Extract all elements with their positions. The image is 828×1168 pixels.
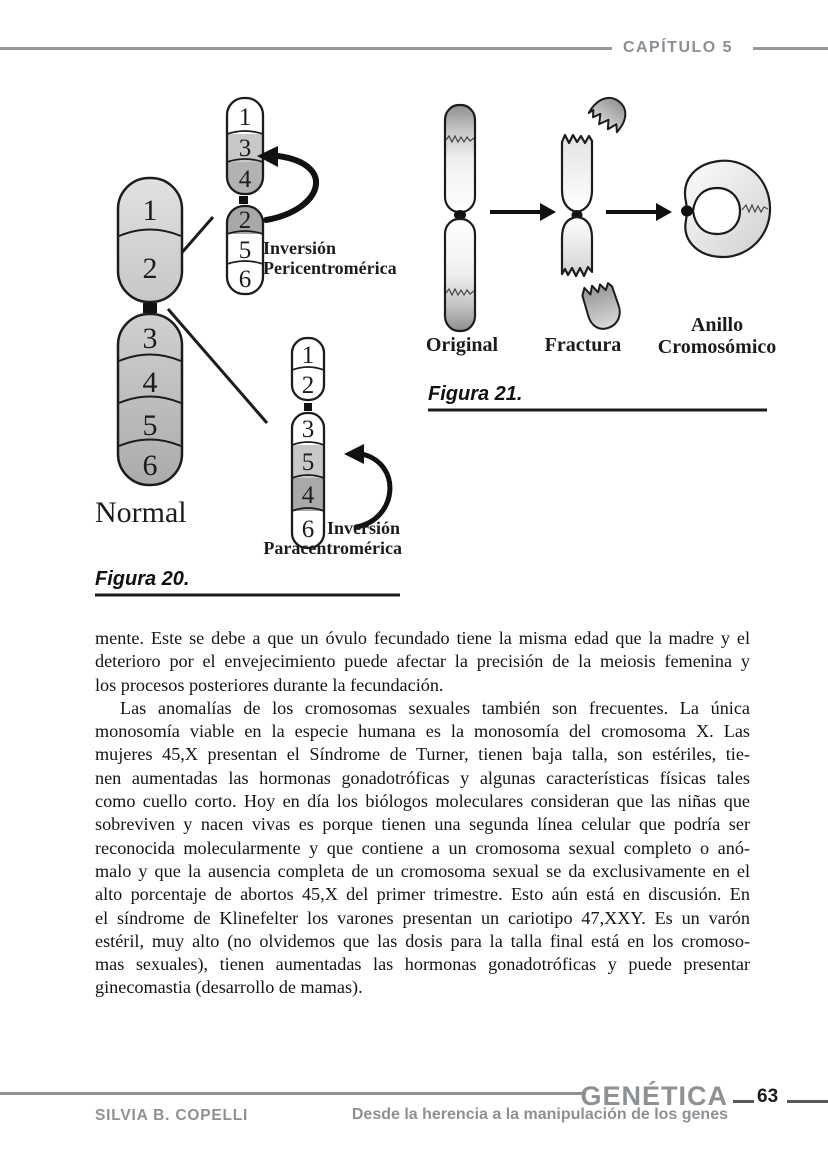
text-line: ginecomastia (desarrollo de mamas). bbox=[95, 977, 363, 998]
text-line: como cuello corto. Hoy en día los biólogos moleculares consideran que las niñas que bbox=[95, 791, 750, 812]
figure-21-caption: Figura 21. bbox=[428, 383, 523, 405]
arrowhead-icon bbox=[344, 444, 364, 464]
text-line: estéril, muy alto (no olvidemos que las dosis para la talla final está en los cromoso- bbox=[95, 930, 750, 951]
broken-fragment-bottom bbox=[581, 280, 624, 332]
band-label: 3 bbox=[301, 416, 315, 443]
text-line: alto porcentaje de abortos 45,X del primer trimestre. Esto aún está en discusión. En bbox=[95, 884, 750, 905]
body-text bbox=[95, 627, 750, 1000]
band-label: 6 bbox=[238, 266, 252, 293]
centromere bbox=[239, 196, 248, 204]
page-number: 63 bbox=[757, 1086, 779, 1107]
fractura-label: Fractura bbox=[544, 334, 622, 356]
paragraph bbox=[95, 627, 750, 697]
band-label: 6 bbox=[142, 449, 158, 482]
text-line: sobreviven y nacen vivas es porque tienen una segunda línea celular que podría ser bbox=[95, 814, 750, 835]
text-line: mente. Este se debe a que un óvulo fecundado tiene la misma edad que la madre y el bbox=[95, 628, 750, 648]
band-label: 5 bbox=[238, 237, 252, 264]
header-rule-left bbox=[0, 47, 612, 50]
figure-21-ring-chromosome bbox=[420, 88, 810, 418]
text-line: mujeres 45,X presentan el Síndrome de Turner, tienen baja talla, son estériles, tie- bbox=[95, 744, 750, 765]
band-label: 2 bbox=[238, 207, 252, 234]
band-label: 5 bbox=[301, 449, 315, 476]
text-line: reconocida molecularmente y que contiene a un cromosoma sexual completo o anó- bbox=[95, 837, 750, 858]
figure-20-caption: Figura 20. bbox=[95, 568, 190, 590]
text-line: malo y que la ausencia completa de un cromosoma sexual se da exclusivamente en el bbox=[95, 860, 750, 881]
band-label: 3 bbox=[238, 135, 252, 162]
original-chromosome bbox=[445, 105, 475, 331]
text-line: el síndrome de Klinefelter los varones presentan un cariotipo 47,XXY. Es un varón bbox=[95, 907, 750, 928]
page-number-dash-left bbox=[733, 1100, 754, 1103]
text-line: los procesos posteriores durante la fecundación. bbox=[95, 674, 444, 695]
pericentric-label-line2: Pericentromérica bbox=[263, 258, 397, 278]
anillo-label-line1: Anillo bbox=[690, 314, 744, 336]
band-label: 6 bbox=[301, 516, 315, 543]
text-line: monosomía viable en la especie humana es la monosomía del cromosoma X. Las bbox=[95, 721, 750, 742]
author-name: SILVIA B. COPELLI bbox=[95, 1107, 249, 1124]
broken-fragment-top bbox=[587, 91, 633, 136]
band-label: 3 bbox=[142, 322, 158, 355]
band-label: 2 bbox=[142, 252, 158, 285]
paragraph bbox=[95, 697, 750, 1000]
arrowhead-icon bbox=[540, 203, 556, 221]
arrowhead-icon bbox=[656, 203, 672, 221]
paracentric-chromosome bbox=[263, 338, 402, 558]
pericentric-label-line1: Inversión bbox=[263, 238, 337, 258]
normal-chromosome bbox=[95, 178, 187, 529]
inversion-arrow-icon bbox=[356, 454, 390, 527]
figure-20-inversions bbox=[85, 90, 415, 605]
inversion-arrow-icon bbox=[266, 156, 316, 220]
ring-chromosome bbox=[681, 161, 770, 257]
band-label: 1 bbox=[238, 104, 252, 131]
band-label: 5 bbox=[142, 409, 158, 442]
band-label: 2 bbox=[301, 372, 315, 399]
text-line: mas sexuales), tienen aumentadas las hormonas gonadotróficas y puede presentar bbox=[95, 954, 750, 975]
centromere bbox=[681, 206, 693, 217]
header-rule-right bbox=[753, 47, 828, 50]
centromere bbox=[143, 303, 157, 313]
page-number-dash-right bbox=[787, 1100, 828, 1103]
centromere bbox=[304, 403, 312, 411]
band-label: 4 bbox=[301, 482, 315, 509]
paracentric-label-line2: Paracentromérica bbox=[263, 538, 402, 558]
band-label: 4 bbox=[238, 166, 252, 193]
text-line: deterioro por el envejecimiento puede afectar la precisión de la meiosis femenina y bbox=[95, 651, 750, 672]
anillo-label-line2: Cromosómico bbox=[657, 336, 777, 358]
footer-rule-left bbox=[0, 1092, 586, 1095]
book-title: GENÉTICA bbox=[580, 1081, 728, 1111]
chapter-heading: CAPÍTULO 5 bbox=[622, 39, 734, 56]
text-line: Las anomalías de los cromosomas sexuales también son frecuentes. La única bbox=[120, 697, 750, 718]
paracentric-label-line1: Inversión bbox=[326, 518, 400, 538]
band-label: 1 bbox=[301, 342, 315, 369]
original-label: Original bbox=[425, 334, 499, 356]
book-subtitle: Desde la herencia a la manipulación de los genes bbox=[351, 1106, 728, 1123]
pericentric-chromosome bbox=[227, 98, 397, 294]
band-label: 1 bbox=[142, 194, 158, 227]
text-line: nen aumentadas las hormonas gonadotróficas y algunas características físicas tales bbox=[95, 767, 750, 788]
band-label: 4 bbox=[142, 366, 158, 399]
normal-chromosome-label: Normal bbox=[95, 496, 187, 529]
